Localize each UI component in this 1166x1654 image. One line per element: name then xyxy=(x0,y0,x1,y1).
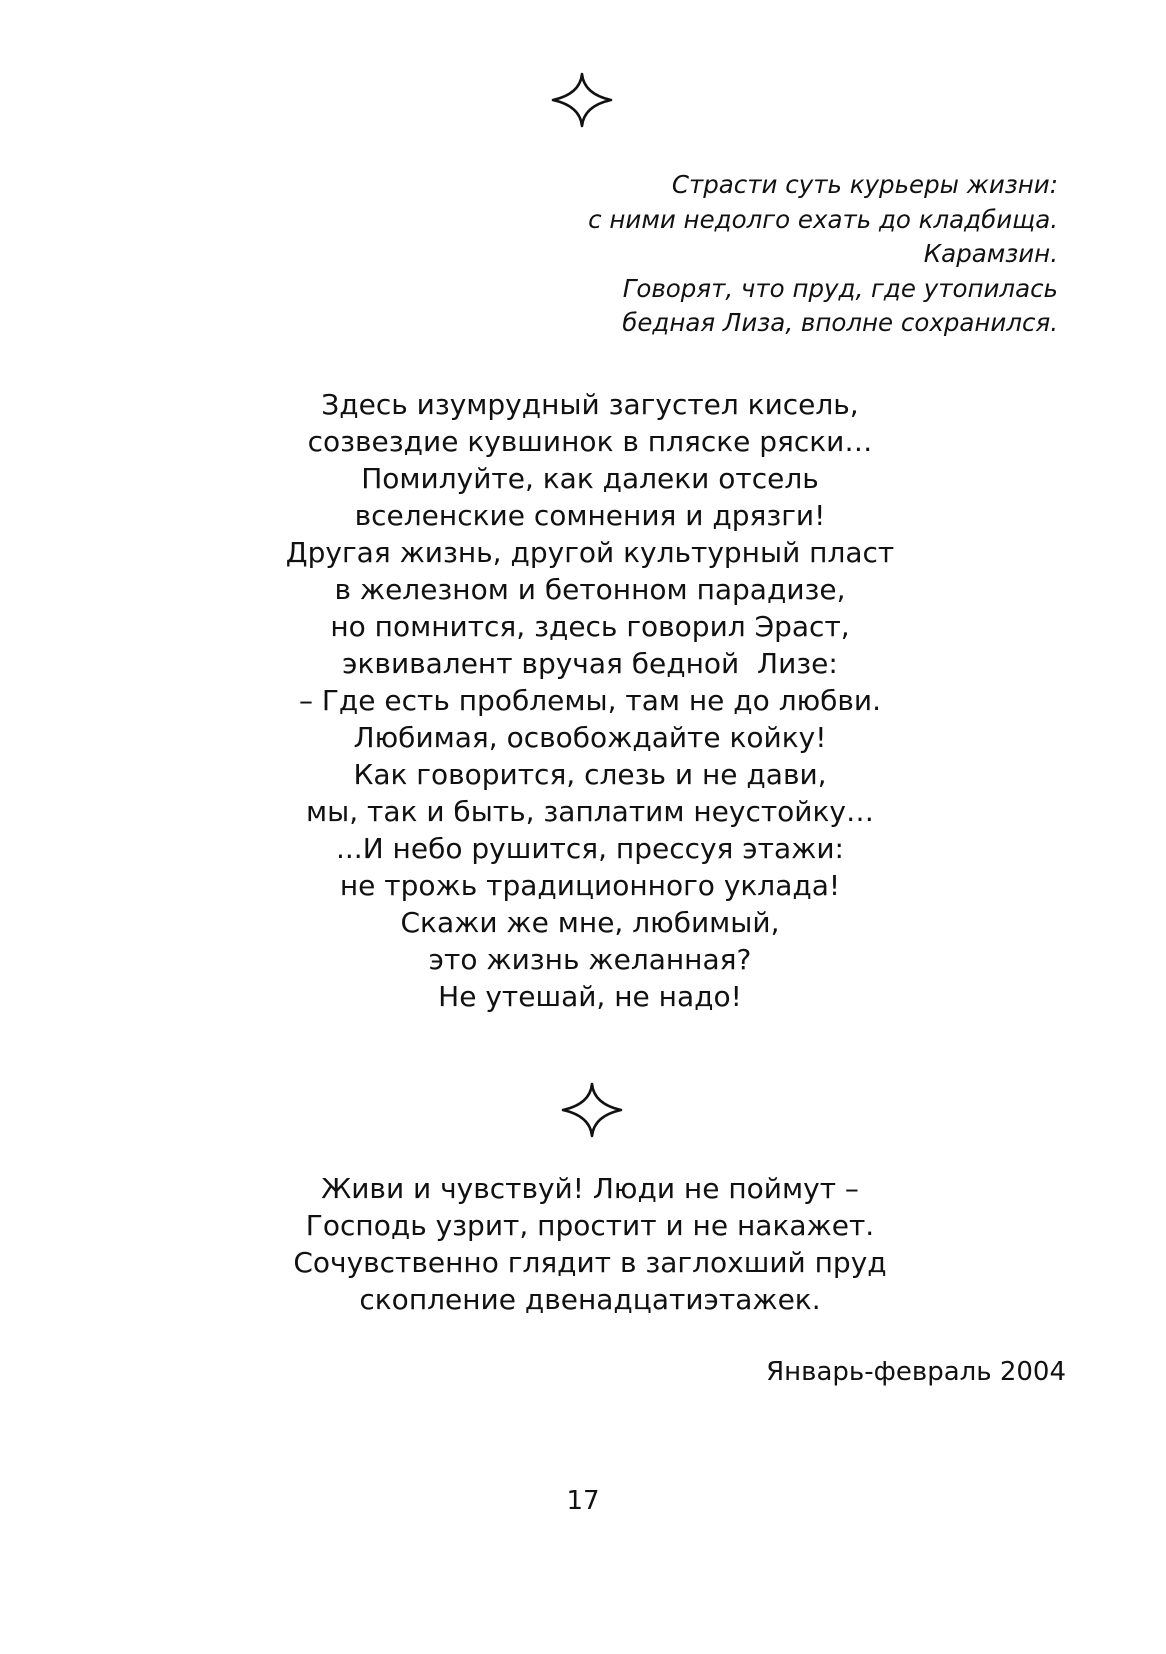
poem-line: но помнится, здесь говорил Эраст, xyxy=(330,610,850,643)
poem-line: это жизнь желанная? xyxy=(428,943,752,976)
four-point-star-icon xyxy=(561,1082,623,1138)
page-number: 17 xyxy=(566,1486,600,1516)
poem-line: Здесь изумрудный загустел кисель, xyxy=(321,388,859,421)
epigraph-line: Говорят, что пруд, где утопилась xyxy=(622,273,1058,303)
epigraph-author: Карамзин. xyxy=(923,239,1058,268)
poem-line: вселенские сомнения и дрязги! xyxy=(354,499,826,532)
four-point-star-icon xyxy=(551,72,613,128)
poem-line: Другая жизнь, другой культурный пласт xyxy=(285,536,895,569)
epigraph xyxy=(438,168,1058,341)
poem-line: эквивалент вручая бедной Лизе: xyxy=(342,647,838,680)
poem-stanza-1 xyxy=(0,386,1166,1015)
poem-line: ...И небо рушится, прессуя этажи: xyxy=(336,832,844,865)
poem-line: созвездие кувшинок в пляске ряски… xyxy=(307,425,873,458)
poem-line: не трожь традиционного уклада! xyxy=(339,869,841,902)
poem-line: Сочувственно глядит в заглохший пруд xyxy=(293,1246,887,1279)
epigraph-line: с ними недолго ехать до кладбища. xyxy=(588,204,1058,234)
poem-line: Господь узрит, простит и не накажет. xyxy=(305,1209,875,1242)
poem-line: скопление двенадцатиэтажек. xyxy=(359,1283,821,1316)
poem-line: Не утешай, не надо! xyxy=(438,980,742,1013)
poem-line: Как говорится, слезь и не дави, xyxy=(353,758,827,791)
epigraph-line: бедная Лиза, вполне сохранился. xyxy=(622,308,1058,337)
poem-line: мы, так и быть, заплатим неустойку… xyxy=(306,795,874,828)
poem-line: Любимая, освобождайте койку! xyxy=(353,721,827,754)
poem-line: Скажи же мне, любимый, xyxy=(400,906,780,939)
poem-stanza-2 xyxy=(0,1170,1166,1318)
epigraph-line: Страсти суть курьеры жизни: xyxy=(671,170,1058,199)
poem-line: в железном и бетонном парадизе, xyxy=(334,573,846,606)
poem-line: Помилуйте, как далеки отсель xyxy=(361,462,819,495)
poem-line: – Где есть проблемы, там не до любви. xyxy=(298,684,882,717)
poem-date: Январь-февраль 2004 xyxy=(766,1357,1066,1387)
poem-line: Живи и чувствуй! Люди не поймут – xyxy=(321,1172,859,1205)
